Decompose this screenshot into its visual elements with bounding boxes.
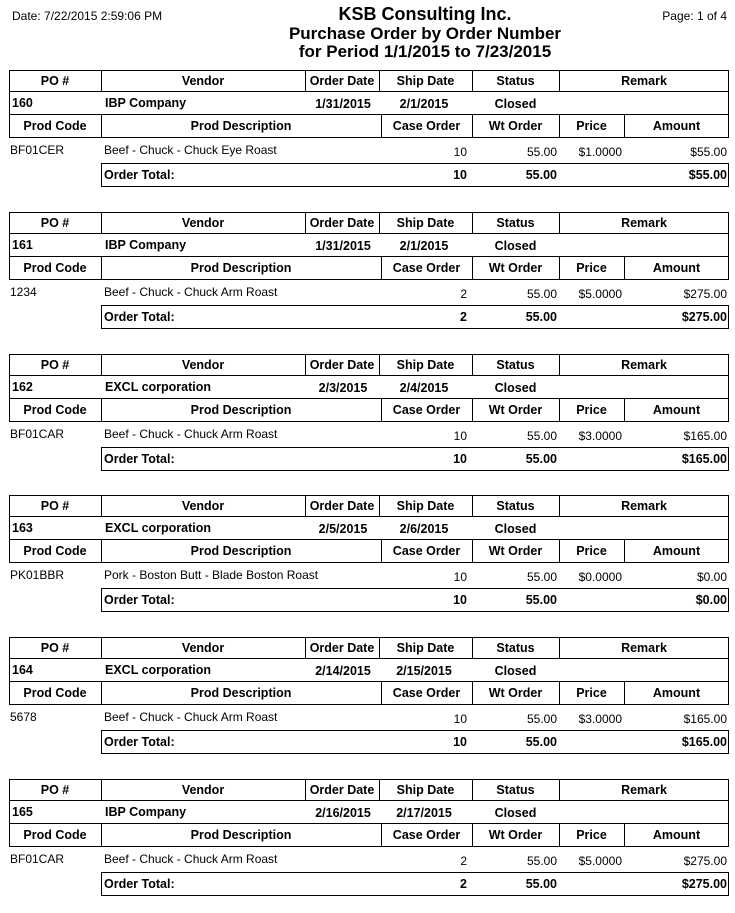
po-number: 162 [12,380,33,394]
table-divider [101,872,102,896]
wt-order: 55.00 [526,145,557,159]
wt-order: 55.00 [526,854,557,868]
case-order-header: Case Order [392,261,461,275]
order-total-label: Order Total: [104,877,175,891]
case-order-header: Case Order [392,686,461,700]
table-divider [101,328,729,329]
case-order-header: Case Order [392,403,461,417]
order-remark [559,519,729,539]
prod-description-header: Prod Description [190,828,292,842]
prod-description-header: Prod Description [190,686,292,700]
total-case-order: 10 [453,452,467,466]
wt-order-header: Wt Order [488,686,543,700]
order-date: 2/16/2015 [315,806,371,820]
table-divider [101,305,729,306]
ship-date: 2/4/2015 [399,381,449,395]
order-total-label: Order Total: [104,735,175,749]
ship-date-header: Ship Date [396,783,455,797]
table-divider [101,447,729,448]
unit-price: $3.0000 [578,712,622,726]
prod-description: Beef - Chuck - Chuck Arm Roast [104,852,278,866]
order-date: 1/31/2015 [315,97,371,111]
prod-code-header: Prod Code [23,828,87,842]
prod-description: Beef - Chuck - Chuck Arm Roast [104,710,278,724]
prod-code: PK01BBR [10,568,65,582]
wt-order: 55.00 [526,712,557,726]
table-divider [101,163,102,187]
remark-header: Remark [621,641,667,655]
total-amount: $165.00 [681,735,727,749]
table-divider [728,305,729,329]
prod-code: BF01CER [10,143,65,157]
amount-header: Amount [652,686,701,700]
wt-order: 55.00 [526,570,557,584]
ship-date: 2/15/2015 [396,664,452,678]
wt-order: 55.00 [526,287,557,301]
table-divider [101,611,729,612]
table-divider [101,730,729,731]
wt-order: 55.00 [526,429,557,443]
table-divider [101,588,102,612]
unit-price: $5.0000 [578,287,622,301]
unit-price: $3.0000 [578,429,622,443]
unit-price: $1.0000 [578,145,622,159]
case-order: 2 [460,854,467,868]
total-amount: $55.00 [688,168,727,182]
total-wt-order: 55.00 [525,168,557,182]
order-status: Closed [494,381,537,395]
ship-date: 2/1/2015 [399,97,449,111]
purchase-order-block [9,495,729,613]
status-header: Status [496,499,535,513]
case-order-header: Case Order [392,828,461,842]
table-divider [101,753,729,754]
table-divider [9,421,729,422]
order-total-label: Order Total: [104,310,175,324]
po-header: PO # [40,74,70,88]
prod-code: 1234 [10,285,37,299]
order-date: 1/31/2015 [315,239,371,253]
prod-description-header: Prod Description [190,403,292,417]
table-divider [101,470,729,471]
case-order: 2 [460,287,467,301]
order-date: 2/3/2015 [318,381,368,395]
amount-header: Amount [652,119,701,133]
total-wt-order: 55.00 [525,310,557,324]
vendor-name: IBP Company [105,238,187,252]
remark-header: Remark [621,74,667,88]
wt-order-header: Wt Order [488,403,543,417]
po-number: 161 [12,238,33,252]
ship-date-header: Ship Date [396,358,455,372]
table-divider [9,233,729,234]
prod-description: Beef - Chuck - Chuck Arm Roast [104,427,278,441]
order-date-header: Order Date [309,216,375,230]
vendor-name: EXCL corporation [105,663,212,677]
table-divider [9,398,729,399]
vendor-name: EXCL corporation [105,380,212,394]
order-remark [559,236,729,256]
table-divider [9,375,729,376]
case-order-header: Case Order [392,119,461,133]
order-total-label: Order Total: [104,452,175,466]
prod-code-header: Prod Code [23,119,87,133]
table-divider [728,730,729,754]
order-date-header: Order Date [309,74,375,88]
case-order: 10 [453,570,467,584]
report-period: for Period 1/1/2015 to 7/23/2015 [298,42,552,61]
vendor-header: Vendor [181,641,225,655]
prod-code-header: Prod Code [23,261,87,275]
price-header: Price [576,686,607,700]
order-status: Closed [494,97,537,111]
prod-description-header: Prod Description [190,119,292,133]
price-header: Price [576,403,607,417]
table-divider [9,681,729,682]
remark-header: Remark [621,358,667,372]
total-amount: $275.00 [681,310,727,324]
remark-header: Remark [621,783,667,797]
po-number: 165 [12,805,33,819]
amount-header: Amount [652,261,701,275]
total-case-order: 10 [453,735,467,749]
vendor-header: Vendor [181,499,225,513]
amount-header: Amount [652,828,701,842]
prod-code: BF01CAR [10,427,65,441]
unit-price: $5.0000 [578,854,622,868]
table-divider [9,562,729,563]
price-header: Price [576,261,607,275]
prod-code-header: Prod Code [23,686,87,700]
vendor-header: Vendor [181,74,225,88]
table-divider [9,114,729,115]
line-amount: $275.00 [683,287,727,301]
purchase-order-block [9,70,729,188]
ship-date-header: Ship Date [396,74,455,88]
po-header: PO # [40,641,70,655]
total-case-order: 2 [460,877,467,891]
report-date: Date: 7/22/2015 2:59:06 PM [12,9,163,23]
table-divider [9,91,729,92]
prod-description-header: Prod Description [190,544,292,558]
order-remark [559,378,729,398]
table-divider [101,305,102,329]
po-header: PO # [40,783,70,797]
line-amount: $55.00 [690,145,727,159]
ship-date-header: Ship Date [396,499,455,513]
order-status: Closed [494,239,537,253]
vendor-header: Vendor [181,783,225,797]
case-order-header: Case Order [392,544,461,558]
po-header: PO # [40,499,70,513]
table-divider [101,895,729,896]
table-divider [9,539,729,540]
prod-code: BF01CAR [10,852,65,866]
wt-order-header: Wt Order [488,119,543,133]
order-status: Closed [494,664,537,678]
total-amount: $275.00 [681,877,727,891]
table-divider [101,730,102,754]
table-divider [101,588,729,589]
table-divider [9,658,729,659]
price-header: Price [576,828,607,842]
table-divider [9,279,729,280]
report-title: Purchase Order by Order Number [288,24,562,43]
company-name: KSB Consulting Inc. [338,4,512,24]
prod-code: 5678 [10,710,37,724]
amount-header: Amount [652,403,701,417]
line-amount: $275.00 [683,854,727,868]
po-header: PO # [40,358,70,372]
remark-header: Remark [621,216,667,230]
order-total-label: Order Total: [104,593,175,607]
order-date-header: Order Date [309,641,375,655]
prod-code-header: Prod Code [23,403,87,417]
table-divider [728,588,729,612]
prod-description: Beef - Chuck - Chuck Eye Roast [104,143,277,157]
total-wt-order: 55.00 [525,452,557,466]
table-divider [9,800,729,801]
amount-header: Amount [652,544,701,558]
status-header: Status [496,783,535,797]
table-divider [9,823,729,824]
vendor-header: Vendor [181,358,225,372]
wt-order-header: Wt Order [488,544,543,558]
table-divider [9,256,729,257]
table-divider [9,137,729,138]
ship-date: 2/17/2015 [396,806,452,820]
order-date: 2/5/2015 [318,522,368,536]
table-divider [101,872,729,873]
prod-code-header: Prod Code [23,544,87,558]
total-case-order: 2 [460,310,467,324]
total-wt-order: 55.00 [525,593,557,607]
order-total-label: Order Total: [104,168,175,182]
table-divider [728,447,729,471]
ship-date: 2/1/2015 [399,239,449,253]
vendor-name: EXCL corporation [105,521,212,535]
total-amount: $0.00 [695,593,727,607]
table-divider [101,447,102,471]
total-amount: $165.00 [681,452,727,466]
line-amount: $165.00 [683,712,727,726]
prod-description: Pork - Boston Butt - Blade Boston Roast [104,568,319,582]
ship-date-header: Ship Date [396,641,455,655]
vendor-name: IBP Company [105,805,187,819]
purchase-order-block [9,212,729,330]
status-header: Status [496,358,535,372]
order-date-header: Order Date [309,499,375,513]
table-divider [728,872,729,896]
order-remark [559,94,729,114]
table-divider [9,704,729,705]
unit-price: $0.0000 [578,570,622,584]
remark-header: Remark [621,499,667,513]
po-number: 160 [12,96,33,110]
po-number: 164 [12,663,33,677]
order-status: Closed [494,806,537,820]
total-wt-order: 55.00 [525,877,557,891]
order-remark [559,661,729,681]
vendor-name: IBP Company [105,96,187,110]
prod-description: Beef - Chuck - Chuck Arm Roast [104,285,278,299]
total-case-order: 10 [453,168,467,182]
order-date: 2/14/2015 [315,664,371,678]
ship-date: 2/6/2015 [399,522,449,536]
po-header: PO # [40,216,70,230]
table-divider [9,846,729,847]
table-divider [101,186,729,187]
case-order: 10 [453,429,467,443]
status-header: Status [496,74,535,88]
order-date-header: Order Date [309,783,375,797]
ship-date-header: Ship Date [396,216,455,230]
prod-description-header: Prod Description [190,261,292,275]
purchase-order-block [9,637,729,755]
order-status: Closed [494,522,537,536]
status-header: Status [496,216,535,230]
line-amount: $165.00 [683,429,727,443]
line-amount: $0.00 [696,570,727,584]
price-header: Price [576,119,607,133]
status-header: Status [496,641,535,655]
table-divider [101,163,729,164]
total-case-order: 10 [453,593,467,607]
total-wt-order: 55.00 [525,735,557,749]
order-remark [559,803,729,823]
purchase-order-block [9,354,729,472]
vendor-header: Vendor [181,216,225,230]
report-page-number: Page: 1 of 4 [662,9,727,23]
case-order: 10 [453,145,467,159]
case-order: 10 [453,712,467,726]
order-date-header: Order Date [309,358,375,372]
table-divider [9,516,729,517]
purchase-order-block [9,779,729,897]
po-number: 163 [12,521,33,535]
wt-order-header: Wt Order [488,261,543,275]
table-divider [728,163,729,187]
wt-order-header: Wt Order [488,828,543,842]
price-header: Price [576,544,607,558]
